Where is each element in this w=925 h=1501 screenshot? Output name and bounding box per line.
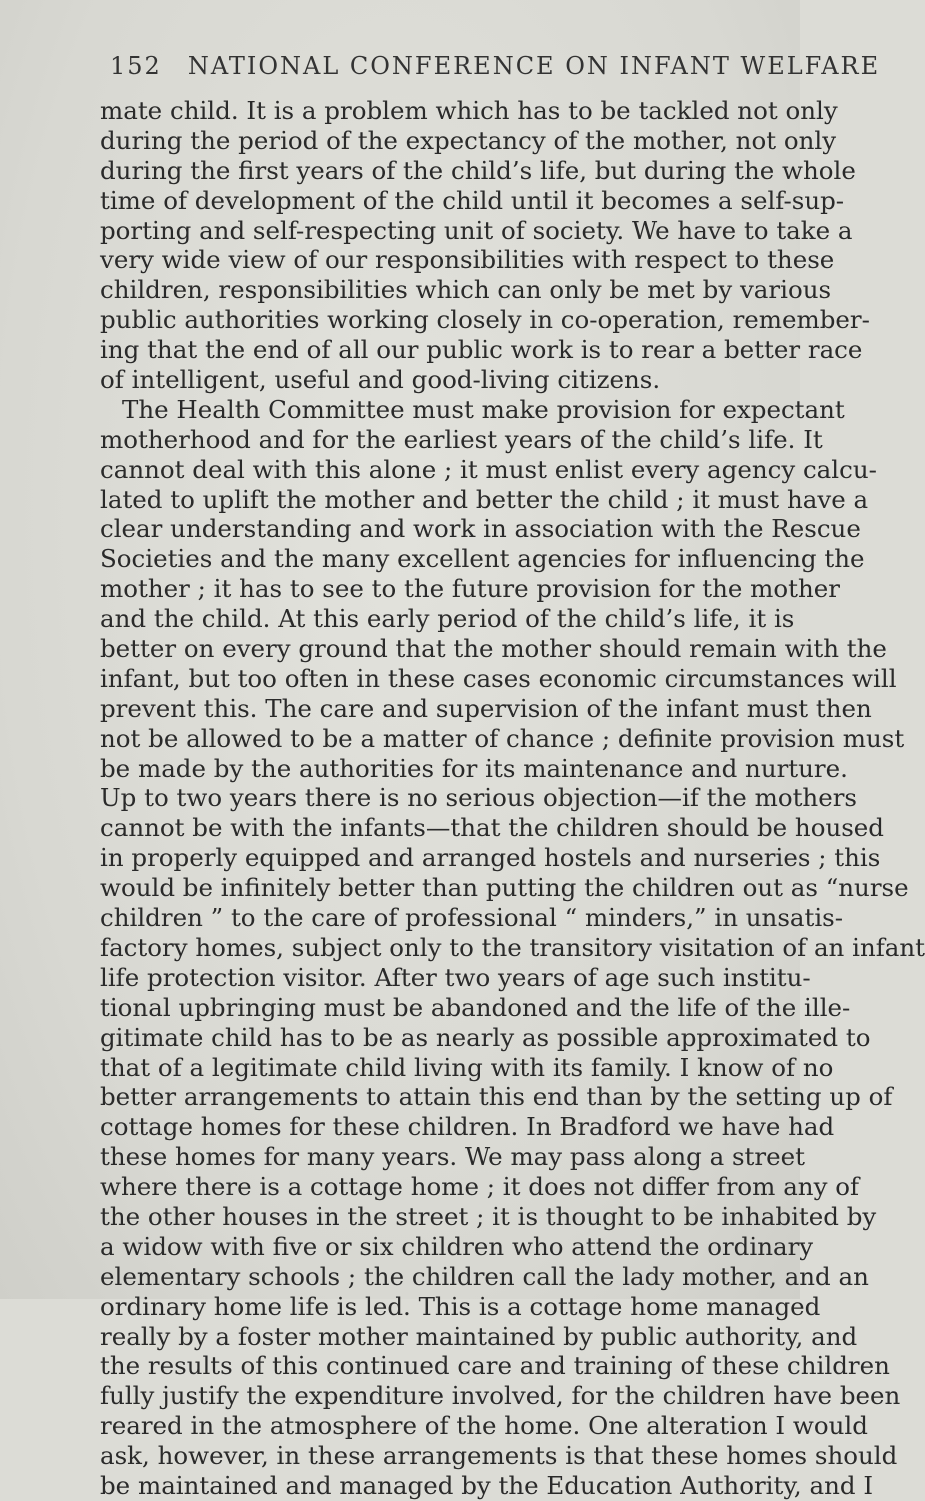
text-line: not be allowed to be a matter of chance ; definite provision must bbox=[100, 723, 905, 753]
text-line: the results of this continued care and training of these children bbox=[100, 1351, 890, 1381]
text-line: lated to uplift the mother and better the child ; it must have a bbox=[100, 484, 869, 514]
text-line: be made by the authorities for its maintenance and nurture. bbox=[100, 753, 848, 783]
text-line: cottage homes for these children. In Bradford we have had bbox=[100, 1112, 835, 1142]
text-line: during the first years of the child’s life, but during the whole bbox=[100, 155, 856, 185]
text-line: really by a foster mother maintained by public authority, and bbox=[100, 1321, 858, 1351]
text-line: gitimate child has to be as nearly as possible approximated to bbox=[100, 1022, 871, 1052]
text-line: children, responsibilities which can only be met by various bbox=[100, 275, 832, 305]
text-line: of intelligent, useful and good-living citizens. bbox=[100, 365, 661, 395]
text-line: children ” to the care of professional “ minders,” in unsatis- bbox=[100, 903, 844, 933]
text-line: mother ; it has to see to the future provision for the mother bbox=[100, 574, 840, 604]
text-line: life protection visitor. After two years of age such institu- bbox=[100, 962, 811, 992]
text-line: very wide view of our responsibilities with respect to these bbox=[100, 245, 835, 275]
text-line: motherhood and for the earliest years of the child’s life. It bbox=[100, 424, 823, 454]
text-line: during the period of the expectancy of the mother, not only bbox=[100, 125, 837, 155]
text-line: ask, however, in these arrangements is that these homes should bbox=[100, 1441, 898, 1471]
text-line: reared in the atmosphere of the home. One alteration I would bbox=[100, 1411, 868, 1441]
running-title: NATIONAL CONFERENCE ON INFANT WELFARE bbox=[187, 52, 881, 80]
text-line: better arrangements to attain this end than by the setting up of bbox=[100, 1082, 893, 1112]
text-line: clear understanding and work in association with the Rescue bbox=[100, 514, 861, 544]
text-line: cannot deal with this alone ; it must enlist every agency calcu- bbox=[100, 454, 877, 484]
text-line: cannot be with the infants—that the children should be housed bbox=[100, 813, 884, 843]
text-line: and the child. At this early period of the child’s life, it is bbox=[100, 604, 795, 634]
text-line: ordinary home life is led. This is a cottage home managed bbox=[100, 1291, 821, 1321]
text-line: in properly equipped and arranged hostels and nurseries ; this bbox=[100, 843, 881, 873]
text-line: factory homes, subject only to the transitory visitation of an infant bbox=[100, 932, 925, 962]
text-line: public authorities working closely in co-operation, remember- bbox=[100, 305, 870, 335]
text-line: be maintained and managed by the Education Authority, and I bbox=[100, 1470, 874, 1500]
text-line: where there is a cottage home ; it does not differ from any of bbox=[100, 1172, 860, 1202]
text-line: mate child. It is a problem which has to be tackled not only bbox=[100, 96, 838, 125]
body-text bbox=[100, 96, 925, 1501]
text-line: Up to two years there is no serious objection—if the mothers bbox=[100, 783, 857, 813]
text-line: ing that the end of all our public work is to rear a better race bbox=[100, 335, 863, 365]
text-line: infant, but too often in these cases economic circumstances will bbox=[100, 663, 897, 693]
text-line: time of development of the child until it becomes a self-sup- bbox=[100, 185, 845, 215]
paragraph bbox=[100, 394, 925, 1501]
text-line: elementary schools ; the children call the lady mother, and an bbox=[100, 1261, 869, 1291]
text-line: that of a legitimate child living with its family. I know of no bbox=[100, 1052, 834, 1082]
text-line: better on every ground that the mother should remain with the bbox=[100, 634, 887, 664]
text-line: tional upbringing must be abandoned and the life of the ille- bbox=[100, 992, 851, 1022]
text-line: would be infinitely better than putting the children out as “nurse bbox=[100, 873, 909, 903]
text-line: prevent this. The care and supervision of the infant must then bbox=[100, 693, 872, 723]
paragraph bbox=[100, 96, 870, 395]
page-number: 152 bbox=[110, 52, 162, 80]
text-line: these homes for many years. We may pass along a street bbox=[100, 1142, 805, 1172]
text-line: the other houses in the street ; it is thought to be inhabited by bbox=[100, 1201, 877, 1231]
running-header bbox=[110, 52, 881, 80]
text-line: fully justify the expenditure involved, for the children have been bbox=[100, 1381, 901, 1411]
text-line: The Health Committee must make provision for expectant bbox=[122, 394, 845, 424]
text-line: a widow with five or six children who attend the ordinary bbox=[100, 1231, 814, 1261]
text-line: Societies and the many excellent agencies for influencing the bbox=[100, 544, 865, 574]
text-line: porting and self-respecting unit of society. We have to take a bbox=[100, 215, 853, 245]
